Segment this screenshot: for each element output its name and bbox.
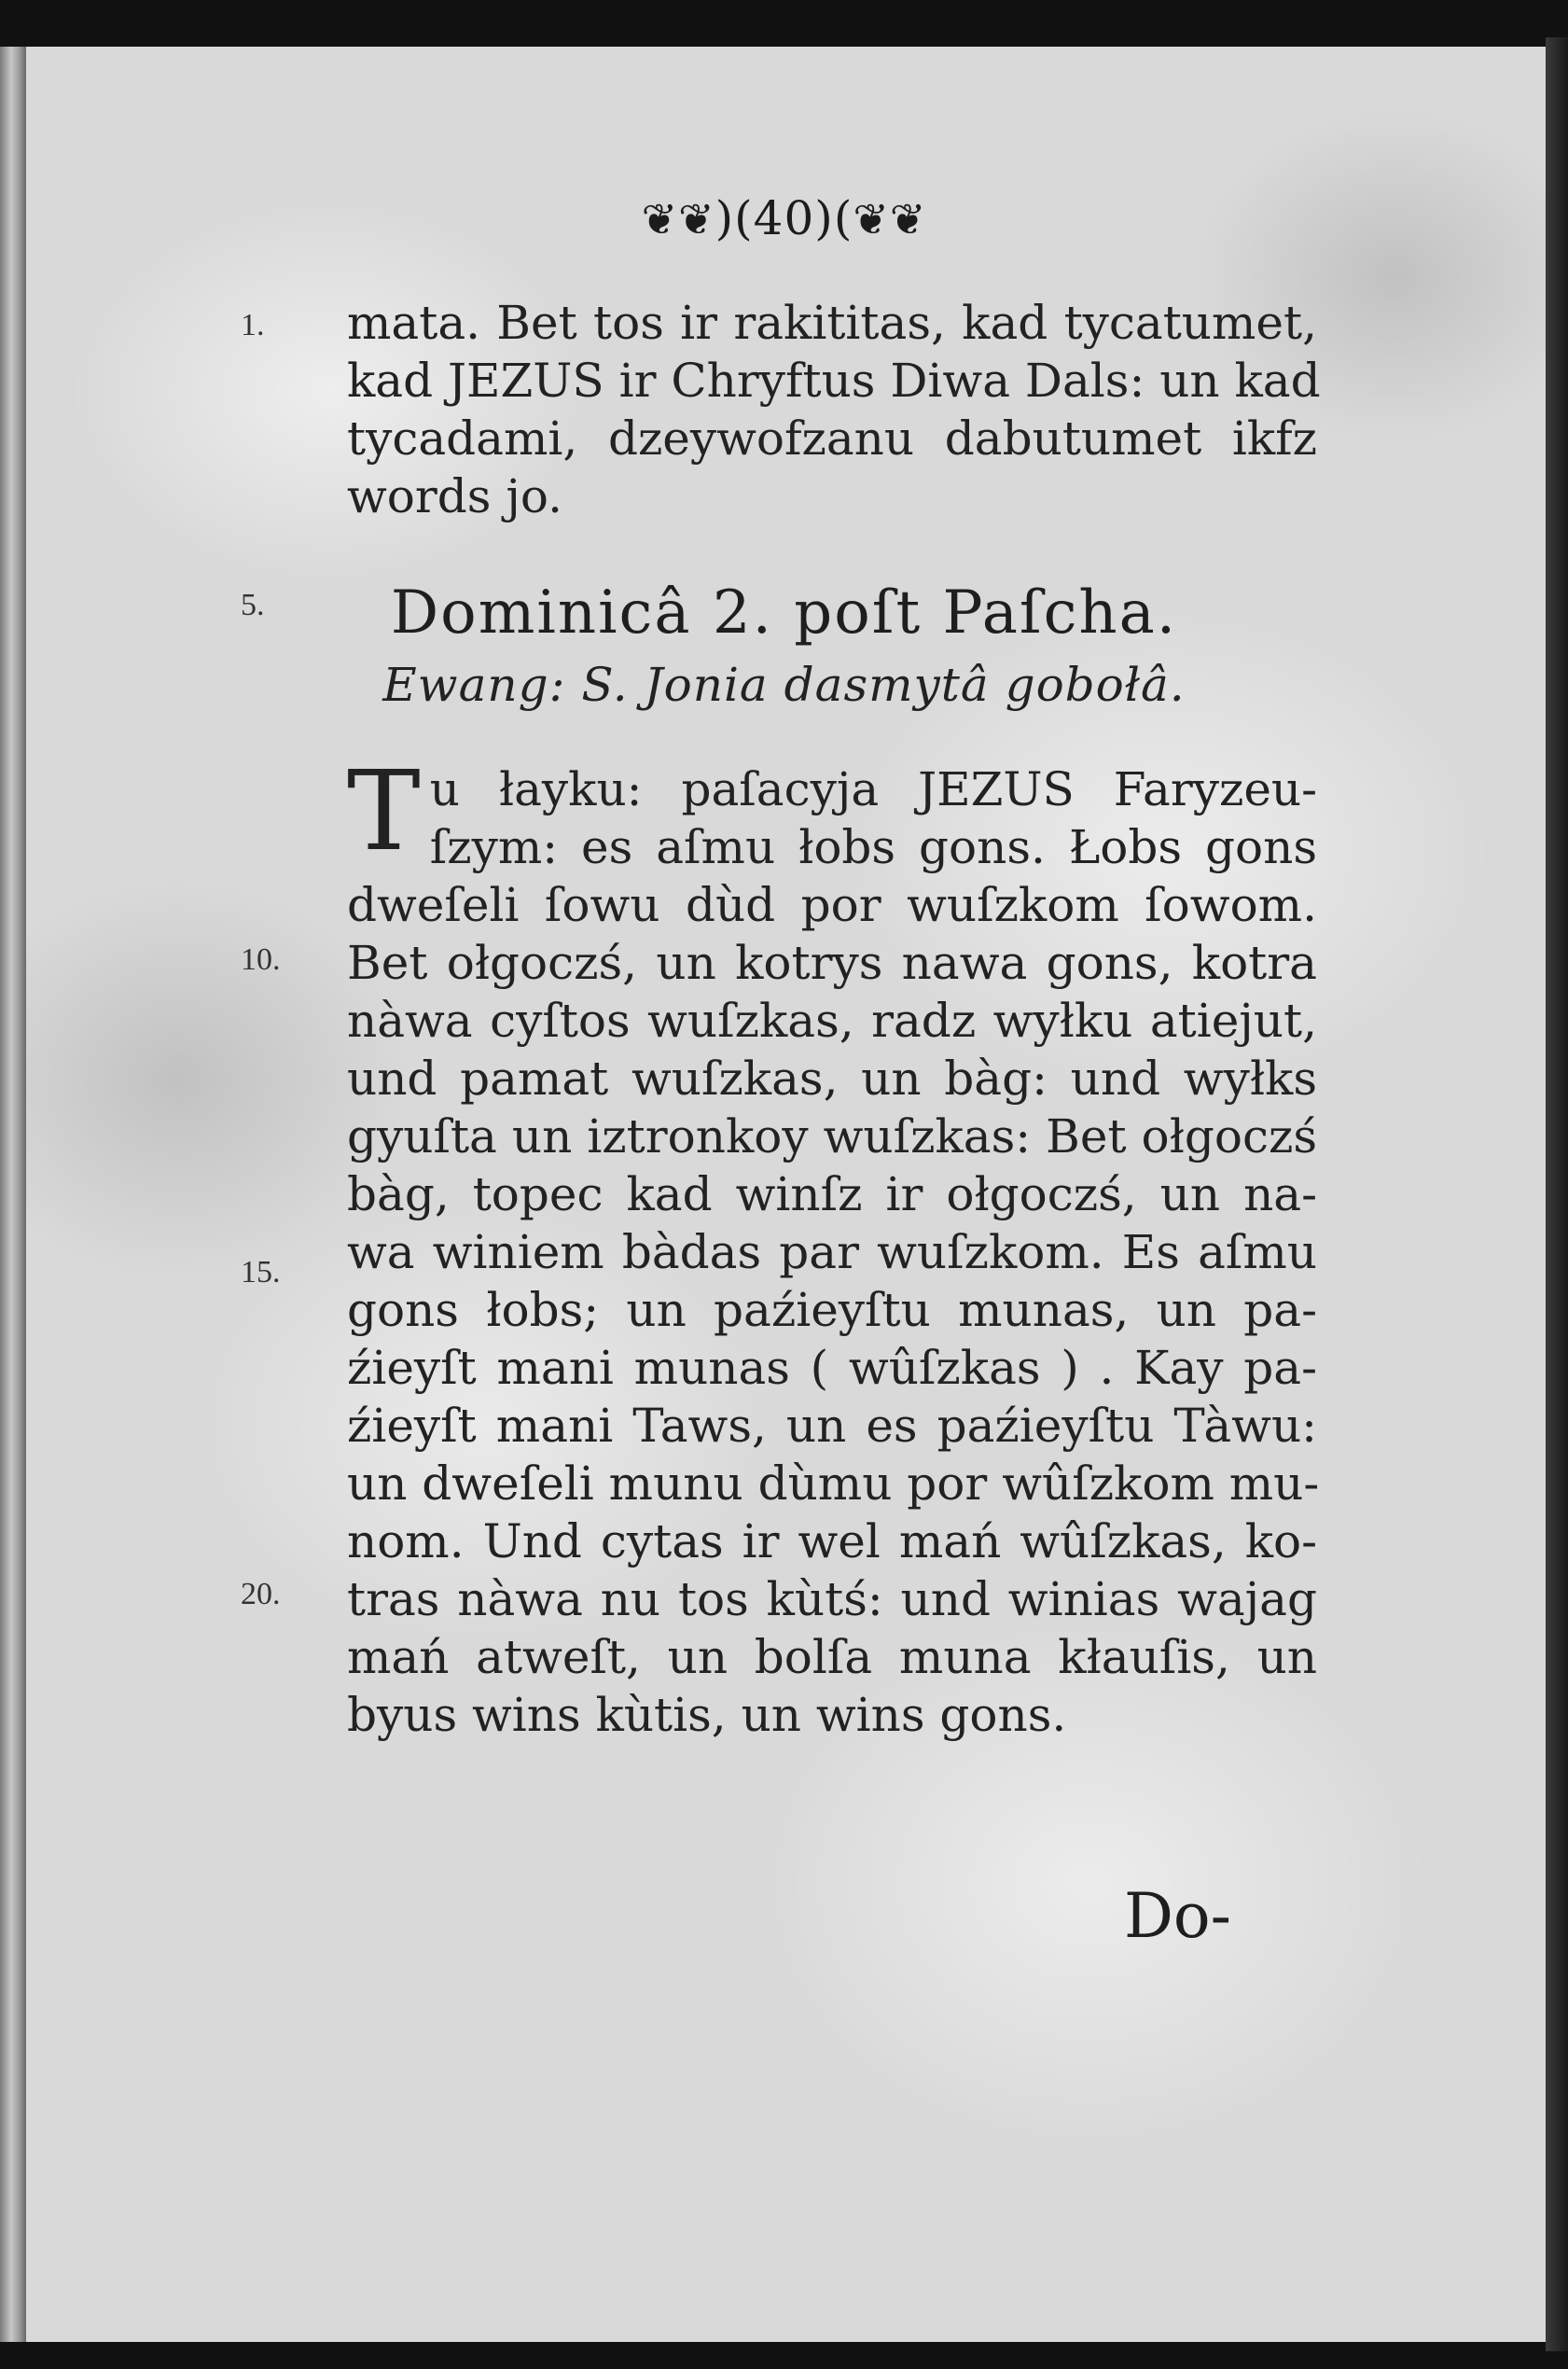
text-line: un dweſeli munu dùmu por wûſzkom mu- xyxy=(347,1456,1320,1511)
running-header xyxy=(0,191,1568,245)
text-line: tras nàwa nu tos kùtś: und winias wajag xyxy=(347,1572,1317,1626)
book-spine xyxy=(0,47,28,2342)
text-line: Bet ołgoczś, un kotrys nawa gons, kotra xyxy=(347,936,1317,990)
section-subtitle: Ewang: S. Jonia dasmytâ gobołâ. xyxy=(382,658,1186,712)
line-number: 20. xyxy=(241,1577,281,1611)
text-line: mata. Bet tos ir rakititas, kad tycatumet, xyxy=(347,296,1317,350)
text-line: mań atweſt, un bolſa muna kłauſis, un xyxy=(347,1630,1317,1684)
top-paragraph xyxy=(347,294,1321,525)
text-line: gyuſta un iztronkoy wuſzkas: Bet ołgoczś xyxy=(347,1109,1317,1164)
line-number: 1. xyxy=(241,308,265,342)
line-number: 15. xyxy=(241,1255,281,1289)
page-number: )(40)( xyxy=(715,191,853,245)
text-line: kad JEZUS ir Chryftus Diwa Dals: un kad xyxy=(347,354,1321,408)
text-line: wa winiem bàdas par wuſzkom. Es aſmu xyxy=(347,1225,1317,1279)
text-line: dweſeli ſowu dùd por wuſzkom ſowom. xyxy=(347,878,1317,932)
text-line: ſzym: es aſmu łobs gons. Łobs gons xyxy=(429,820,1317,874)
catchword: Do- xyxy=(1124,1880,1231,1952)
text-line: byus wins kùtis, un wins gons. xyxy=(347,1688,1067,1742)
text-line: und pamat wuſzkas, un bàg: und wyłks xyxy=(347,1052,1317,1106)
text-line: u łayku: paſacyja JEZUS Faryzeu- xyxy=(429,762,1317,816)
text-line: bàg, topec kad winſz ir ołgoczś, un na- xyxy=(347,1167,1317,1221)
ornament-right: ❦❦ xyxy=(853,194,927,244)
main-paragraph xyxy=(347,746,1320,1744)
page-edge-shadow xyxy=(1546,37,1568,2351)
ornament-left: ❦❦ xyxy=(641,194,715,244)
drop-cap: T xyxy=(347,746,421,875)
text-line: nom. Und cytas ir wel mań wûſzkas, ko- xyxy=(347,1514,1317,1568)
text-line: tycadami, dzeywofzanu dabutumet ikfz xyxy=(347,411,1317,466)
line-number: 10. xyxy=(241,942,281,977)
text-line: źieyſt mani Taws, un es paźieyſtu Tàwu: xyxy=(347,1399,1317,1453)
line-number: 5. xyxy=(241,588,265,622)
text-line: gons łobs; un paźieyſtu munas, un pa- xyxy=(347,1283,1317,1337)
text-line: words jo. xyxy=(347,469,562,523)
text-line: źieyſt mani munas ( wûſzkas ) . Kay pa- xyxy=(347,1341,1317,1395)
section-title: Dominicâ 2. poſt Paſcha. xyxy=(390,578,1178,648)
text-line: nàwa cyſtos wuſzkas, radz wyłku atiejut, xyxy=(347,994,1317,1048)
